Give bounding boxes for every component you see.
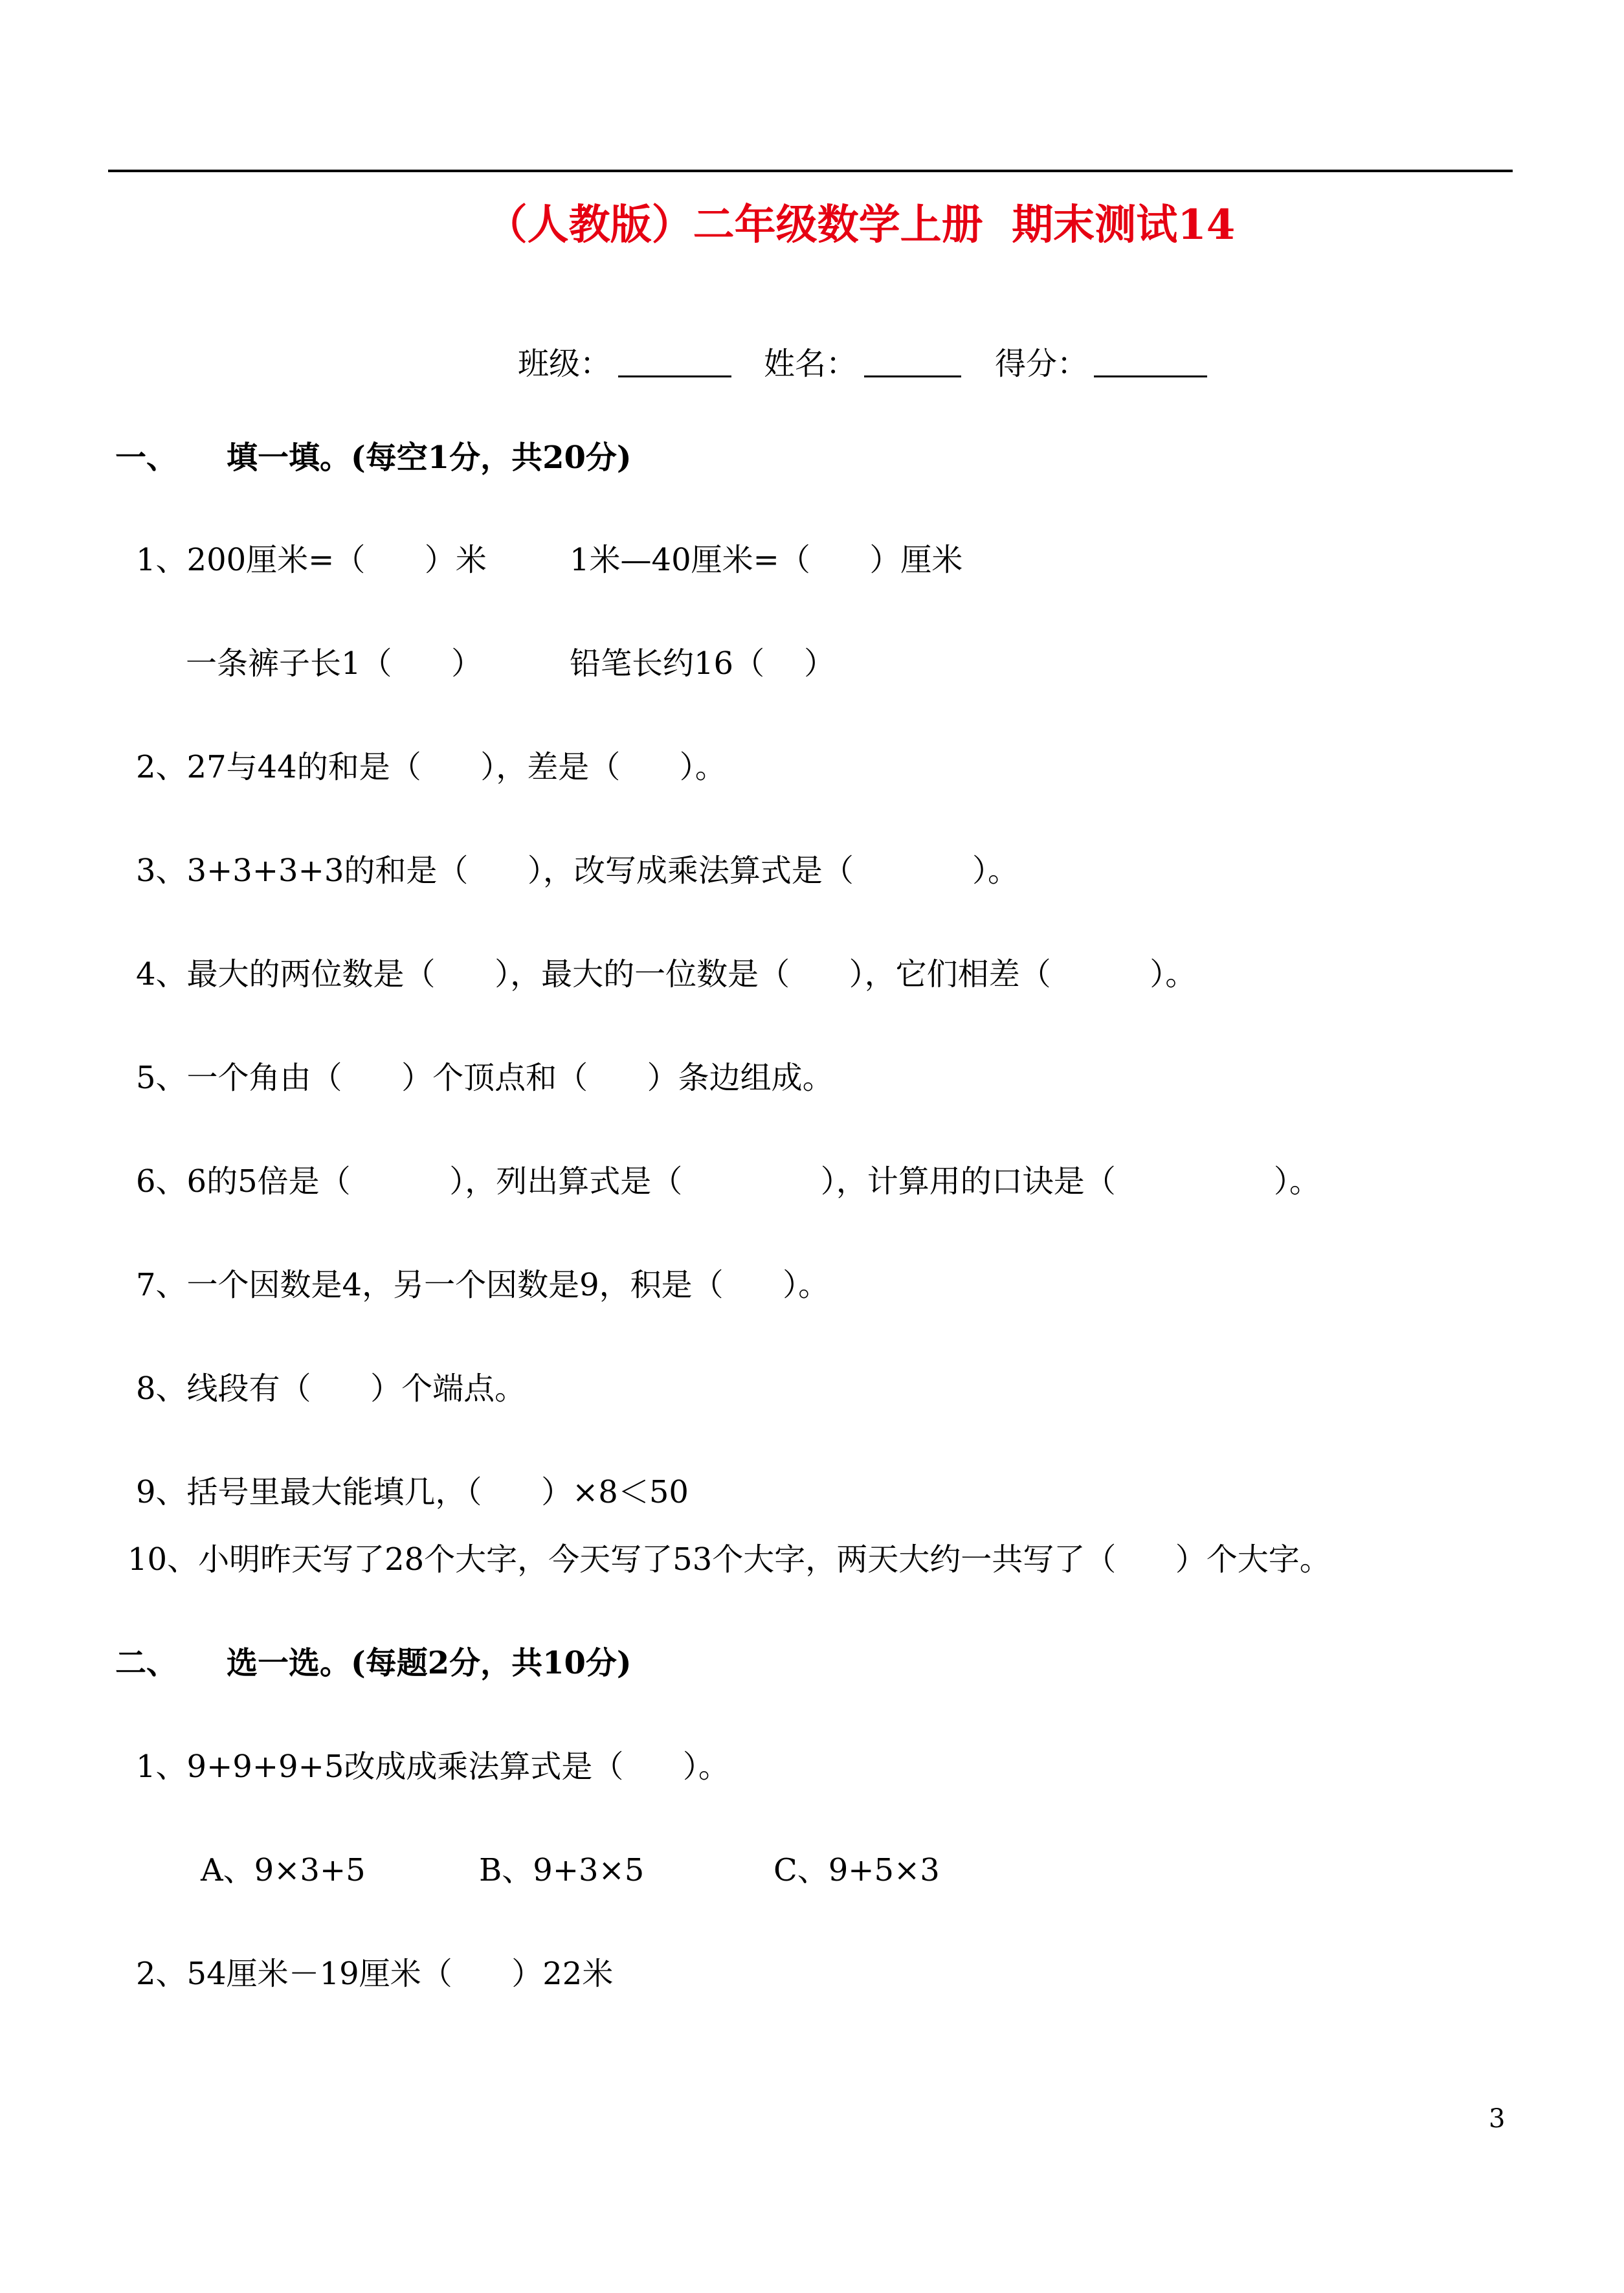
score-blank: [1094, 375, 1207, 377]
section-1-title: 填一填。(每空1分，共20分): [227, 440, 632, 476]
option-2-1-c: C、9+5×3: [773, 1852, 940, 1888]
class-label: 班级：: [518, 346, 612, 382]
question-1-1a: 1、200厘米=（ ）米: [136, 542, 487, 578]
page-number: 3: [1489, 2104, 1506, 2134]
section-1-number: 一、: [115, 440, 178, 476]
question-1-1b: 1米—40厘米=（ ）厘米: [570, 542, 963, 578]
question-1-8: 8、线段有（ ）个端点。: [136, 1370, 526, 1407]
option-2-1-b: B、9+3×5: [479, 1852, 645, 1888]
question-1-6: 6、6的5倍是（ ），列出算式是（ ），计算用的口诀是（ ）。: [136, 1163, 1320, 1200]
question-1-10: 10、小明昨天写了28个大字，今天写了53个大字，两天大约一共写了（ ）个大字。: [128, 1541, 1331, 1578]
name-blank: [864, 375, 961, 377]
question-1-2: 2、27与44的和是（ ），差是（ ）。: [136, 749, 726, 785]
question-1-1d: 铅笔长约16（ ）: [570, 645, 836, 682]
question-1-5: 5、一个角由（ ）个顶点和（ ）条边组成。: [136, 1060, 834, 1096]
header-rule: [108, 170, 1513, 172]
question-2-2: 2、54厘米－19厘米（ ）22米: [136, 1956, 614, 1992]
score-label: 得分：: [995, 346, 1089, 382]
section-2-number: 二、: [115, 1645, 178, 1681]
question-1-4: 4、最大的两位数是（ ），最大的一位数是（ ），它们相差（ ）。: [136, 956, 1197, 992]
question-1-7: 7、一个因数是4，另一个因数是9，积是（ ）。: [136, 1267, 830, 1303]
question-1-3: 3、3+3+3+3的和是（ ），改写成乘法算式是（ ）。: [136, 853, 1019, 889]
question-1-9: 9、括号里最大能填几，（ ）×8＜50: [136, 1474, 689, 1510]
question-1-1c: 一条裤子长1（ ）: [186, 645, 483, 682]
question-2-1: 1、9+9+9+5改成成乘法算式是（ ）。: [136, 1749, 729, 1785]
option-2-1-a: A、9×3+5: [201, 1852, 366, 1888]
name-label: 姓名：: [764, 346, 858, 382]
section-2-title: 选一选。(每题2分，共10分): [227, 1645, 632, 1681]
page-title: （人教版）二年级数学上册 期末测试14: [485, 201, 1236, 249]
class-blank: [618, 375, 731, 377]
